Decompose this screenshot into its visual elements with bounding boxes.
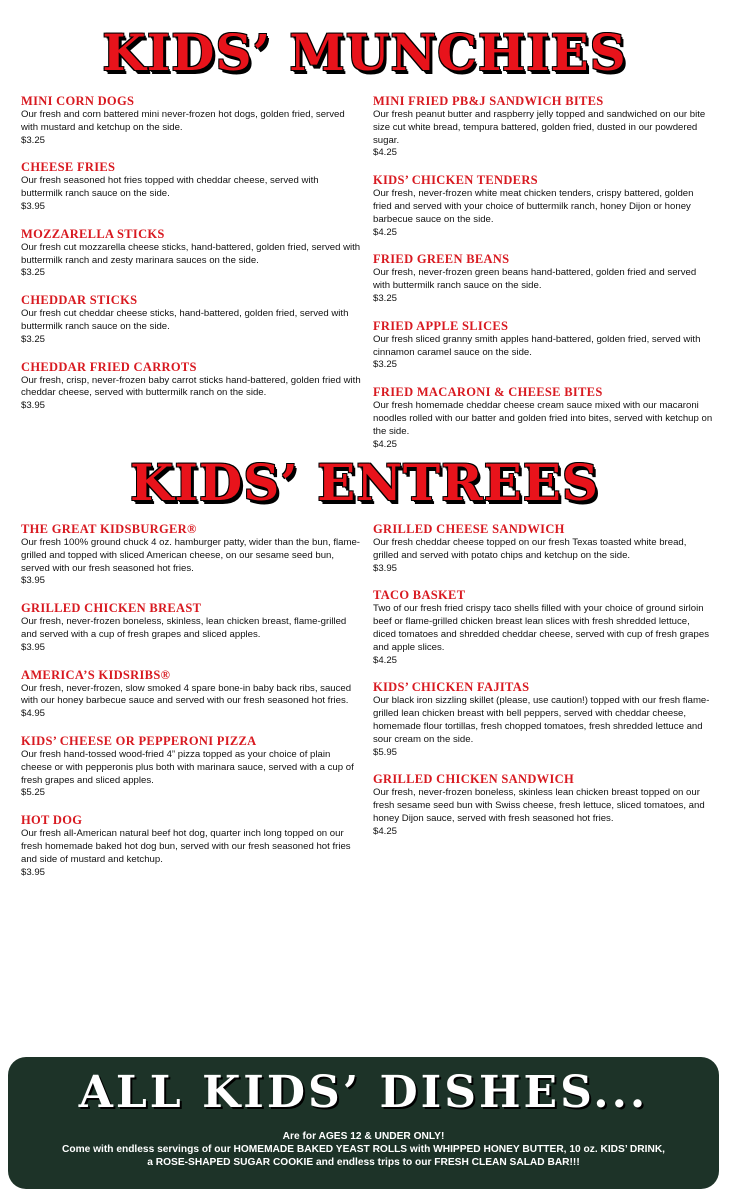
item-name: CHEDDAR FRIED CARROTS <box>21 359 197 374</box>
item-description: Our fresh cut mozzarella cheese sticks, hand-battered, golden fried, served with buttermilk ranch and zesty marinara sauces on the side. <box>21 241 361 266</box>
item-price: $3.25 <box>373 292 398 304</box>
item-price: $3.25 <box>21 267 46 279</box>
item-name: KIDS’ CHEESE OR PEPPERONI PIZZA <box>21 733 257 748</box>
munchies-right-column <box>373 94 713 464</box>
item-name: HOT DOG <box>21 813 83 828</box>
item-description: Our fresh, never-frozen green beans hand-battered, golden fried and served with buttermilk ranch sauce on the side. <box>373 267 697 292</box>
item-description: Our fresh all-American natural beef hot dog, quarter inch long topped on our fresh homemade baked hot dog bun, served with our fresh seasoned hot fries and side of mustard and ketchup. <box>21 828 351 865</box>
item-description: Our fresh cut cheddar cheese sticks, hand-battered, golden fried, served with buttermilk ranch sauce on the side. <box>21 308 349 332</box>
item-price: $5.25 <box>21 787 46 799</box>
item-price: $3.95 <box>21 866 46 878</box>
item-price: $4.25 <box>373 438 398 450</box>
item-description: Our fresh hand-tossed wood-fried 4” pizza topped as your choice of plain cheese or with pepperonis plus both with marinara sauce, served with a cup of fresh grapes and sliced apples. <box>21 748 354 786</box>
item-description: Our fresh cheddar cheese topped on our fresh Texas toasted white bread, grilled and served with potato chips and ketchup on the side. <box>373 537 687 561</box>
item-name: MOZZARELLA STICKS <box>21 226 165 241</box>
item-price: $3.95 <box>21 641 46 653</box>
item-price: $4.25 <box>373 147 398 159</box>
item-price: $4.25 <box>373 226 398 238</box>
item-description: Our fresh, crisp, never-frozen baby carrot sticks hand-battered, golden fried with cheddar cheese, served with buttermilk ranch on the side. <box>21 374 361 399</box>
item-name: MINI FRIED PB&J SANDWICH BITES <box>373 94 604 108</box>
menu-item <box>21 227 361 280</box>
menu-item <box>373 252 713 305</box>
item-description: Our fresh 100% ground chuck 4 oz. hamburger patty, wider than the bun, flame-grilled and topped with sliced American cheese, on our sesame seed bun, served with our fresh seasoned hot fries. <box>21 537 360 574</box>
menu-item <box>373 680 713 759</box>
item-price: $3.95 <box>21 400 46 412</box>
menu-item <box>373 319 713 372</box>
item-name: KIDS’ CHICKEN FAJITAS <box>373 680 530 695</box>
item-description: Our black iron sizzling skillet (please, use caution!) topped with our fresh flame-grilled lean chicken breast with bell peppers, served with cheddar cheese, homemade flour tortillas, fresh chopped tomatoes, fresh shredded lettuce and sour cream on the side. <box>373 695 710 745</box>
item-name: KIDS’ CHICKEN TENDERS <box>373 173 538 188</box>
menu-item <box>373 588 713 667</box>
entrees-title: KIDS’ ENTREES <box>129 453 600 512</box>
menu-item <box>373 385 713 451</box>
item-name: GRILLED CHICKEN BREAST <box>21 601 202 616</box>
item-name: GRILLED CHEESE SANDWICH <box>373 522 565 536</box>
menu-item <box>21 668 361 721</box>
menu-item <box>21 734 361 800</box>
item-description: Our fresh sliced granny smith apples hand-battered, golden fried, served with cinnamon caramel sauce on the side. <box>373 333 701 358</box>
item-description: Our fresh and corn battered mini never-frozen hot dogs, golden fried, served with mustard and ketchup on the side. <box>21 109 345 133</box>
entrees-right-column <box>373 522 713 852</box>
item-name: MINI CORN DOGS <box>21 94 135 108</box>
item-price: $4.25 <box>373 654 398 666</box>
footer-note <box>8 1130 719 1169</box>
item-name: TACO BASKET <box>373 588 466 603</box>
item-price: $3.25 <box>21 333 46 345</box>
item-price: $3.25 <box>373 359 398 371</box>
menu-item <box>373 522 713 575</box>
menu-item <box>373 173 713 239</box>
munchies-left-column <box>21 94 361 426</box>
item-description: Our fresh, never-frozen boneless, skinless, lean chicken breast, flame-grilled and served with a cup of fresh grapes and sliced apples. <box>21 616 347 640</box>
entrees-left-column <box>21 522 361 892</box>
footer-panel <box>8 1057 719 1189</box>
item-name: FRIED MACARONI & CHEESE BITES <box>373 385 603 400</box>
item-price: $3.95 <box>373 562 398 574</box>
item-price: $3.25 <box>21 134 46 146</box>
item-name: AMERICA’S KIDSRIBS® <box>21 667 171 682</box>
menu-item <box>21 522 361 588</box>
item-name: FRIED GREEN BEANS <box>373 252 510 267</box>
item-name: FRIED APPLE SLICES <box>373 318 509 333</box>
menu-item <box>21 94 361 147</box>
footer-line-includes: Come with endless servings of our HOMEMADE BAKED YEAST ROLLS with WHIPPED HONEY BUTTER, 10 oz. KIDS’ DRINK, <box>61 1144 666 1155</box>
menu-item <box>373 772 713 838</box>
item-description: Our fresh, never-frozen, slow smoked 4 spare bone-in baby back ribs, sauced with our honey barbecue sauce and served with our fresh seasoned hot fries. <box>21 682 352 707</box>
menu-item <box>21 813 361 879</box>
item-name: GRILLED CHICKEN SANDWICH <box>373 772 574 787</box>
footer-line-age: Are for AGES 12 & UNDER ONLY! <box>282 1131 445 1142</box>
footer-title: ALL KIDS’ DISHES... <box>78 1067 649 1118</box>
munchies-title: KIDS’ MUNCHIES <box>102 23 627 82</box>
menu-item <box>21 293 361 346</box>
item-name: CHEDDAR STICKS <box>21 293 138 308</box>
item-description: Two of our fresh fried crispy taco shells filled with your choice of ground sirloin beef or flame-grilled chicken breast lean slices with fresh shredded lettuce, diced tomatoes and shredded cheddar cheese, served with cup of fresh grapes and apple slices. <box>373 603 709 653</box>
menu-item <box>21 360 361 413</box>
item-price: $3.95 <box>21 200 46 212</box>
item-price: $3.95 <box>21 575 46 587</box>
menu-item <box>21 160 361 213</box>
item-price: $4.95 <box>21 708 46 720</box>
item-price: $4.25 <box>373 825 398 837</box>
item-name: CHEESE FRIES <box>21 160 116 175</box>
footer-line-extras: a ROSE-SHAPED SUGAR COOKIE and endless trips to our FRESH CLEAN SALAD BAR!!! <box>147 1157 580 1168</box>
menu-item <box>21 601 361 654</box>
menu-item <box>373 94 713 160</box>
item-description: Our fresh, never-frozen boneless, skinless lean chicken breast topped on our fresh sesame seed bun with Swiss cheese, fresh lettuce, sliced tomatoes, and honey Dijon sauce, served with fresh seasoned hot fries. <box>373 787 705 824</box>
item-name: THE GREAT KIDSBURGER® <box>21 522 197 536</box>
item-price: $5.95 <box>373 746 398 758</box>
item-description: Our fresh seasoned hot fries topped with cheddar cheese, served with buttermilk ranch sauce on the side. <box>21 175 319 200</box>
item-description: Our fresh homemade cheddar cheese cream sauce mixed with our macaroni noodles rolled with our batter and golden fried into bites, served with ketchup on the side. <box>373 400 713 437</box>
item-description: Our fresh peanut butter and raspberry jelly topped and sandwiched on our bite size cut white bread, tempura battered, golden fried, dusted in our powdered sugar. <box>373 109 706 146</box>
item-description: Our fresh, never-frozen white meat chicken tenders, crispy battered, golden fried and served with your choice of buttermilk ranch, honey Dijon or honey barbecue sauce on the side. <box>373 188 694 225</box>
